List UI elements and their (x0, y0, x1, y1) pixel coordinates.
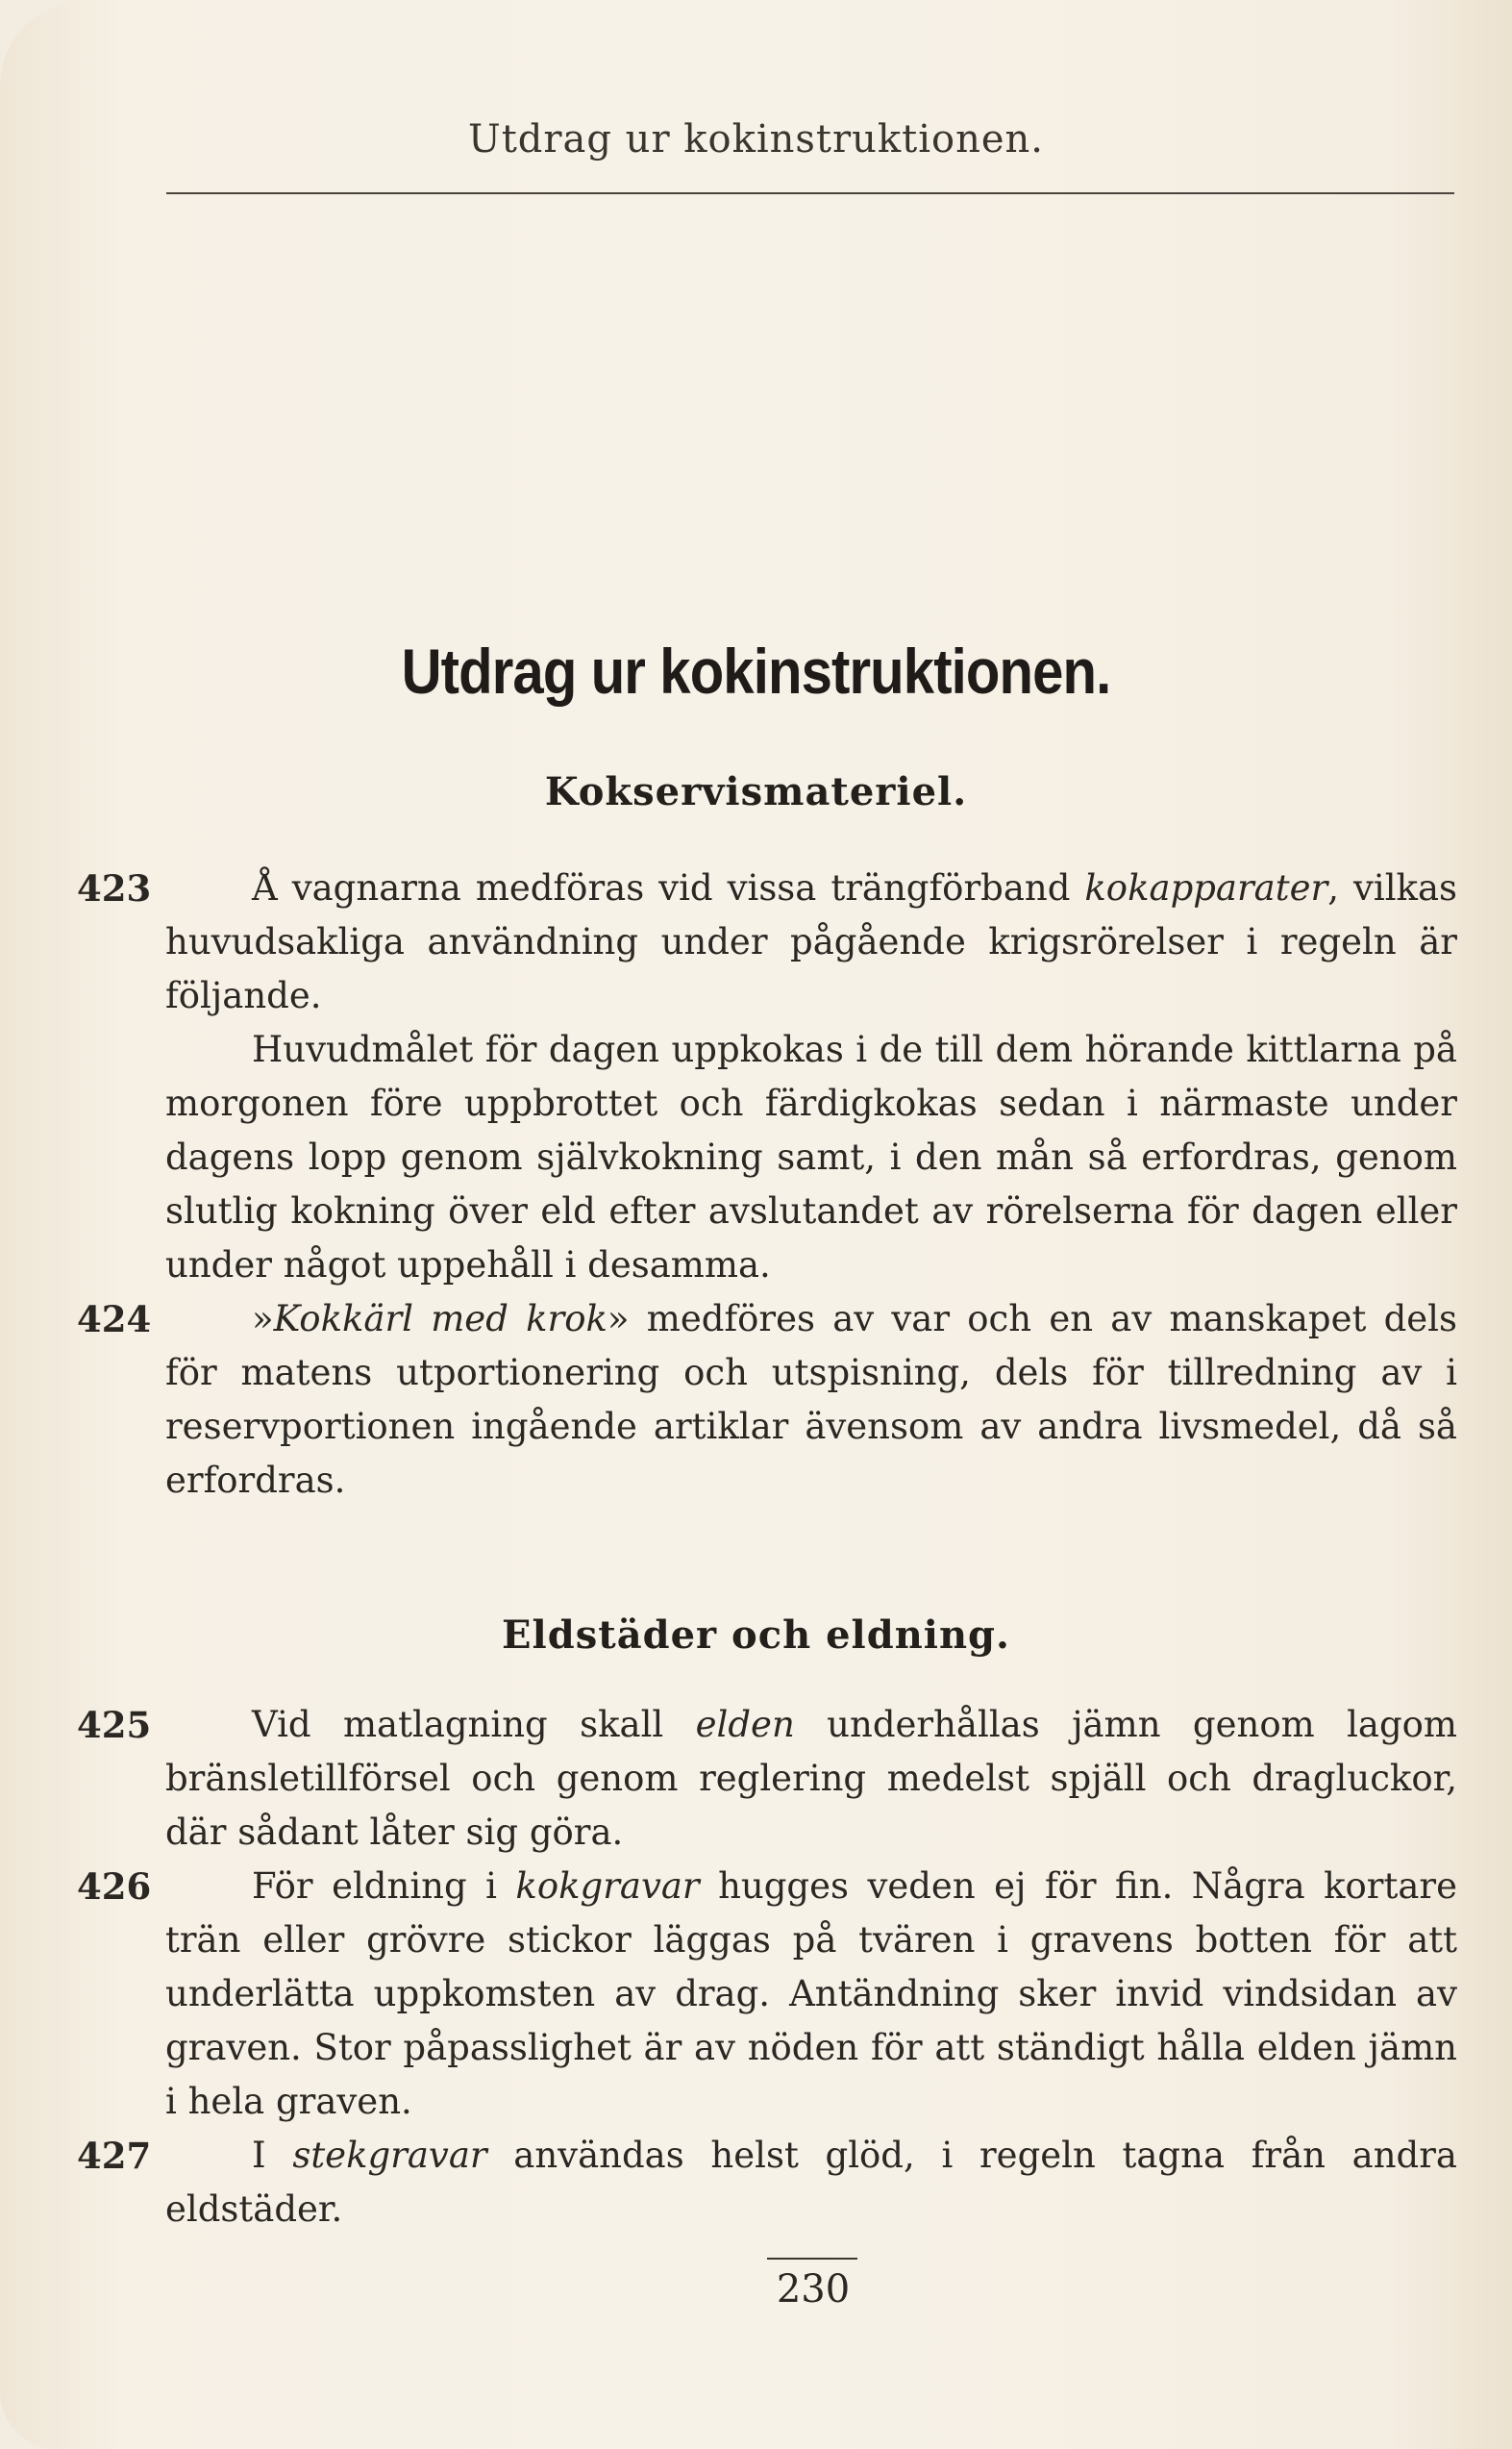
paragraph-number: 426 (77, 1865, 152, 1908)
paragraph-427 (77, 2129, 1457, 2237)
italic-term: kokapparater (1084, 867, 1328, 909)
paragraph-text: » (252, 1298, 274, 1339)
paragraph-424 (77, 1292, 1458, 1508)
page-number: 230 (776, 2267, 851, 2312)
italic-term: Kokkärl med krok (273, 1298, 607, 1339)
page-number-rule (767, 2258, 857, 2260)
paragraph-number: 423 (77, 867, 152, 910)
paragraph-number: 427 (77, 2135, 152, 2177)
paragraph-text: Vid matlagning skall (252, 1704, 696, 1745)
italic-term: stekgravar (292, 2135, 487, 2176)
running-head: Utdrag ur kokinstruktionen. (468, 117, 1044, 162)
paragraph-text: » medföres av var och en av manskapet dels för matens utportionering och utspisning, dels för tillredning av i reservportionen ingående artiklar ävensom av andra livsmedel, då så erfordras. (165, 1298, 1458, 1501)
paragraph-text: underhållas jämn genom lagom bränsletillförsel och genom reglering medelst spjäll och dragluckor, där sådant låter sig göra. (165, 1704, 1458, 1853)
paragraph-text: I (252, 2135, 293, 2176)
paragraph-425 (77, 1698, 1458, 1860)
paragraph-text: användas helst glöd, i regeln tagna från andra eldstäder. (165, 2135, 1457, 2230)
header-divider (166, 192, 1454, 194)
paragraph-text: , vilkas huvudsakliga användning under pågående krigsrörelser i regeln är följande. (165, 867, 1457, 1016)
italic-term: kokgravar (515, 1865, 700, 1907)
italic-term: elden (695, 1704, 795, 1745)
section-heading-kokservismateriel: Kokservismateriel. (544, 769, 968, 814)
paragraph-text: För eldning i (252, 1865, 516, 1907)
paragraph-number: 425 (77, 1704, 152, 1746)
page-title: Utdrag ur kokinstruktionen. (401, 636, 1111, 707)
paragraph-423 (77, 862, 1457, 1023)
paragraph-426 (77, 1860, 1457, 2129)
section-body-eldstader (77, 1698, 1458, 2237)
section-body-kokservismateriel (77, 862, 1458, 1508)
paragraph-text: Å vagnarna medföras vid vissa trängförband (252, 867, 1085, 909)
paragraph-number: 424 (77, 1298, 152, 1340)
paragraph-text: Huvudmålet för dagen uppkokas i de till dem hörande kittlarna på morgonen före uppbrottet och färdigkokas sedan i närmaste under dagens lopp genom självkokning samt, i den mån så erfordras, genom slutlig kokning över eld efter avslutandet av rörelserna för dagen eller under något uppehåll i desamma. (165, 1029, 1457, 1286)
paragraph-text: hugges veden ej för fin. Några kortare trän eller grövre stickor läggas på tvären i gravens botten för att underlätta uppkomsten av drag. Antändning sker invid vindsidan av graven. Stor påpasslighet är av nöden för att ständigt hålla elden jämn i hela graven. (165, 1865, 1457, 2122)
paragraph-423-continued (165, 1023, 1457, 1292)
section-heading-eldstader: Eldstäder och eldning. (502, 1612, 1010, 1658)
